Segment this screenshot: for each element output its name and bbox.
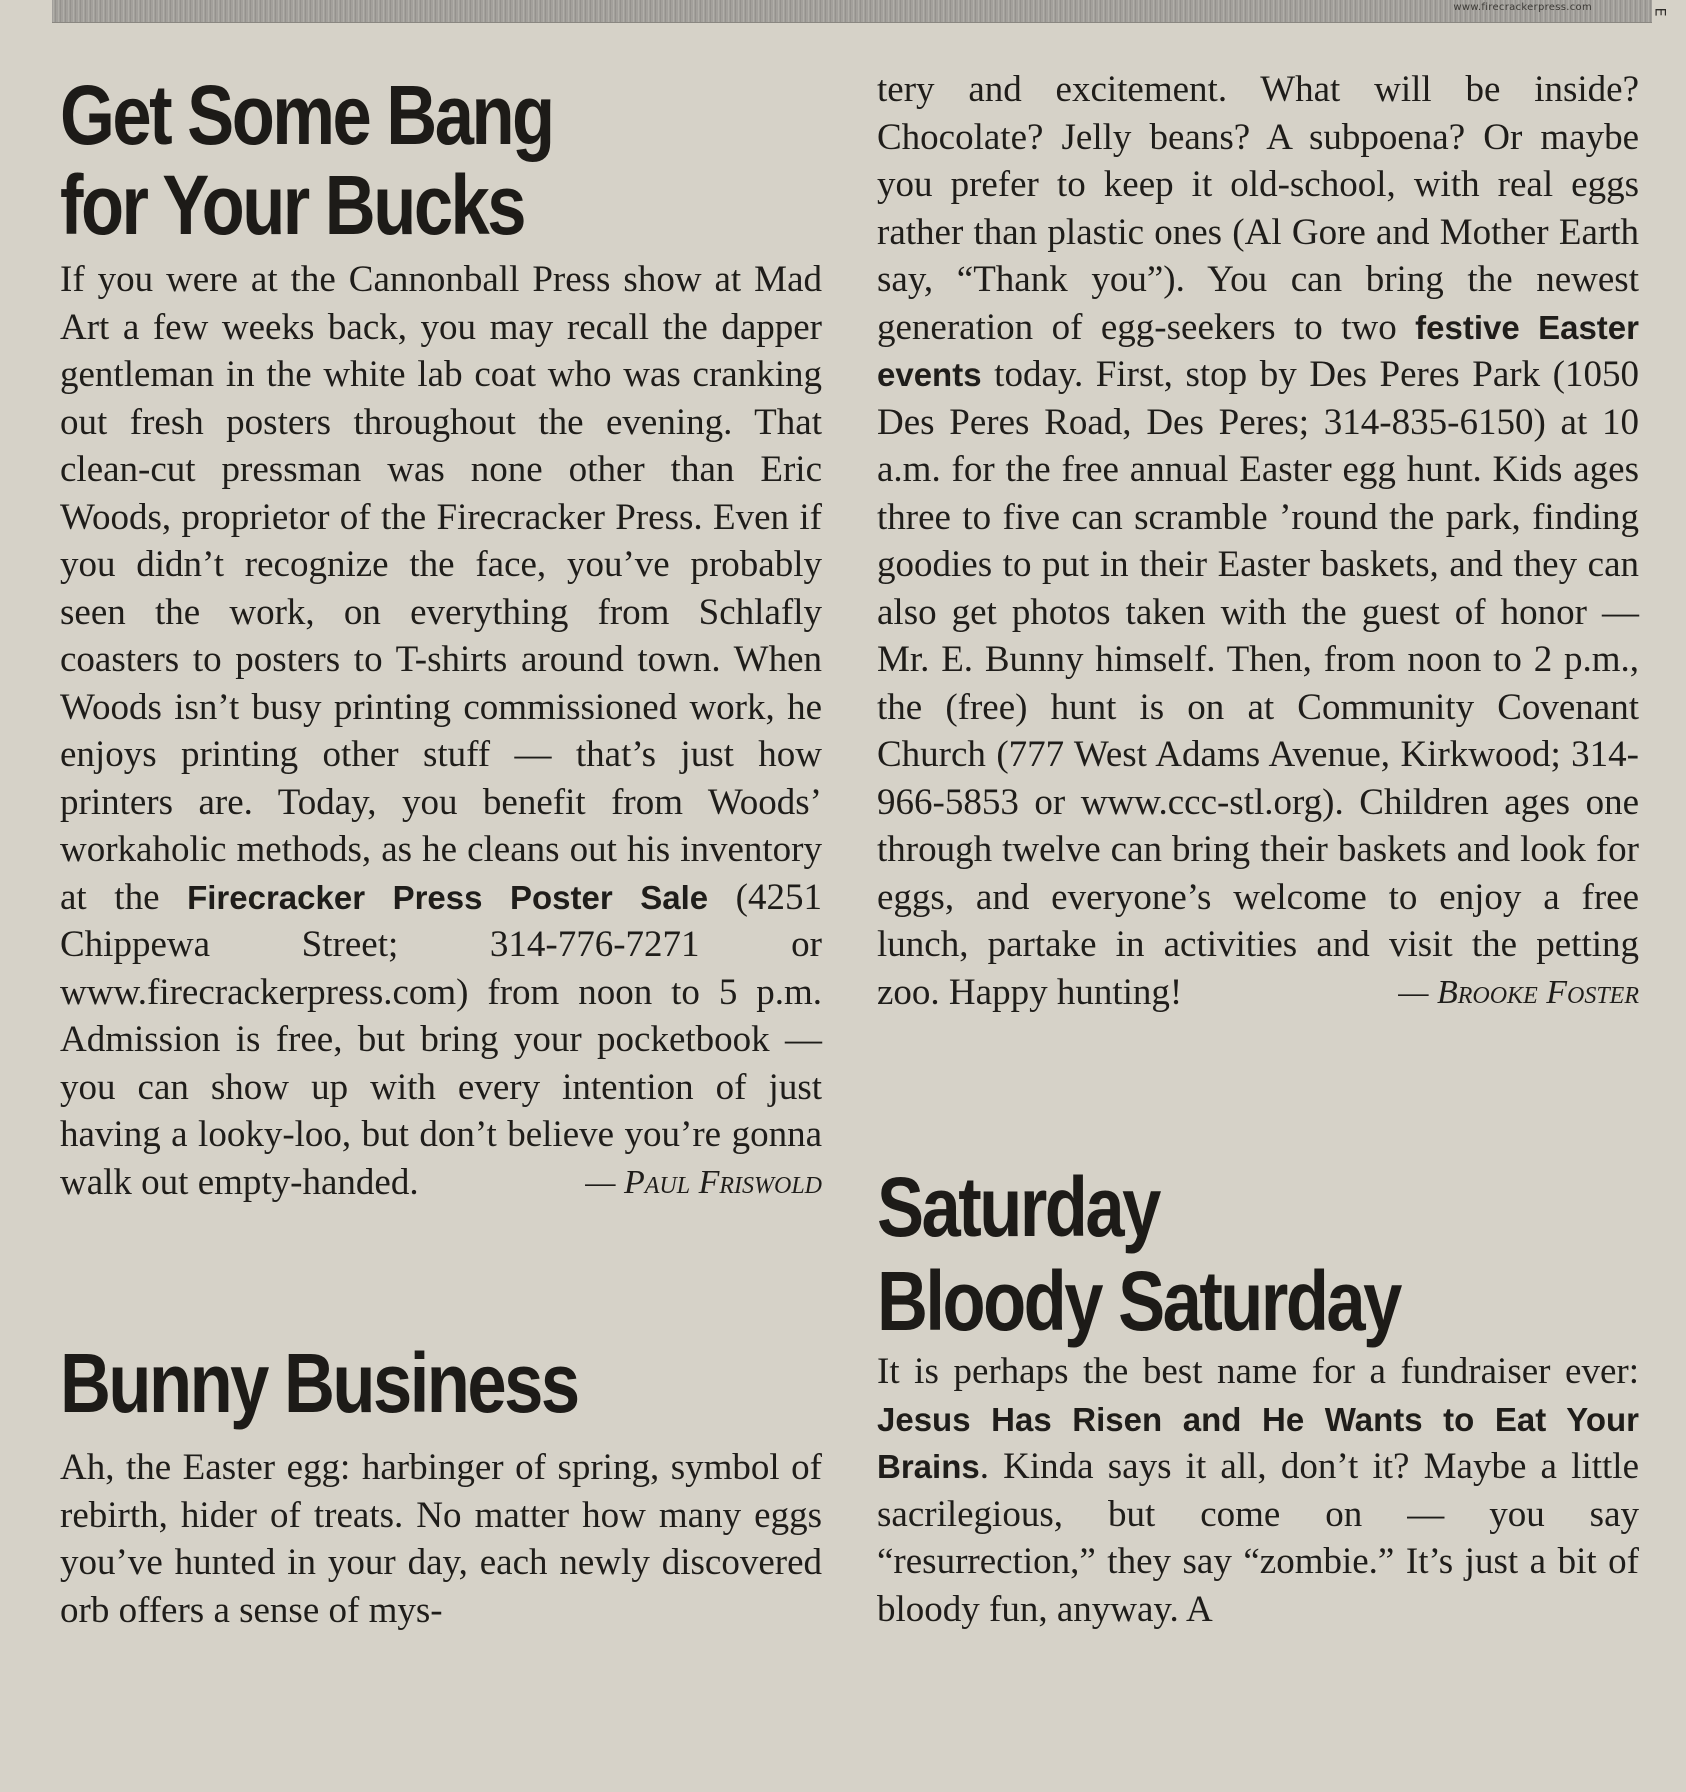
bunny-text-details: today. First, stop by Des Peres Park (1050 Des Peres Road, Des Peres; 314-835-6150) at 10 a.m. for the free annual Easter egg hunt. Kids ages three to five can scramble ’round the park, finding goodies to put in their Easter baskets, and they can also get photos taken with the guest of honor — Mr. E. Bunny himself. Then, from noon to 2 p.m., the (free) hunt is on at Community Covenant Church (777 West Adams Avenue, Kirkwood; 314-966-5853 or www.ccc-stl.org). Children ages one through twelve can bring their baskets and look for eggs, and everyone’s welcome to enjoy a free lunch, partake in activities and visit the petting zoo. Happy hunting! [877,354,1639,1013]
saturday-article [877,1348,1639,1633]
bunny-article-part2 [877,66,1639,1016]
bang-headline-line1: Get Some Bang [60,68,553,162]
page-edge-letter: E [1651,7,1668,17]
bunny-byline: — Brooke Foster [1398,973,1639,1011]
bang-event-name: Firecracker Press Poster Sale [187,878,709,916]
bunny-body-col1: Ah, the Easter egg: harbinger of spring, symbol of rebirth, hider of treats. No matter how many eggs you’ve hunted in your day, each newly discovered orb offers a sense of mys- [60,1447,822,1631]
scan-edge-strip [52,0,1652,23]
saturday-headline-line1: Saturday [877,1160,1159,1254]
bang-headline-line2: for Your Bucks [60,158,524,252]
bang-body [60,256,822,1206]
saturday-text-details: . Kinda says it all, don’t it? Maybe a little sacrilegious, but come on — you say “resurrection,” they say “zombie.” It’s just a bit of bloody fun, anyway. A [877,1446,1639,1630]
bang-byline: — Paul Friswold [585,1163,822,1201]
saturday-headline-line2: Bloody Saturday [877,1254,1400,1348]
bang-article [60,256,822,1206]
bang-text-details: (4251 Chippewa Street; 314-776-7271 or www.firecrackerpress.com) from noon to 5 p.m. Admission is free, but bring your pocketbook — you can show up with every intention of just having a looky-loo, but don’t believe you’re gonna walk out empty-handed. [60,876,823,1203]
saturday-body [877,1348,1639,1633]
bunny-text-intro: tery and excitement. What will be inside? Chocolate? Jelly beans? A subpoena? Or maybe you prefer to keep it old-school, with real eggs rather than plastic ones (Al Gore and Mother Earth say, “Thank you”). You can bring the newest generation of egg-seekers to two [877,69,1639,348]
saturday-headline [877,1160,1400,1348]
strip-url: www.firecrackerpress.com [1453,2,1592,13]
saturday-event-name: Jesus Has Risen and He Wants to Eat Your Brains [877,1400,1639,1485]
bang-headline [60,70,553,250]
bunny-event-name: festive Easter events [877,308,1639,393]
bunny-body-col2 [877,66,1639,1016]
bunny-article-part1 [60,1444,822,1634]
bang-text-intro: If you were at the Cannonball Press show at Mad Art a few weeks back, you may recall the dapper gentleman in the white lab coat who was cranking out fresh posters throughout the evening. That clean-cut pressman was none other than Eric Woods, proprietor of the Firecracker Press. Even if you didn’t recognize the face, you’ve probably seen the work, on everything from Schlafly coasters to posters to T-shirts around town. When Woods isn’t busy printing commissioned work, he enjoys printing other stuff — that’s just how printers are. Today, you benefit from Woods’ workaholic methods, as he cleans out his inventory at the [60,259,822,918]
saturday-text-intro: It is perhaps the best name for a fundraiser ever: [877,1351,1639,1392]
bunny-headline: Bunny Business [60,1336,578,1430]
